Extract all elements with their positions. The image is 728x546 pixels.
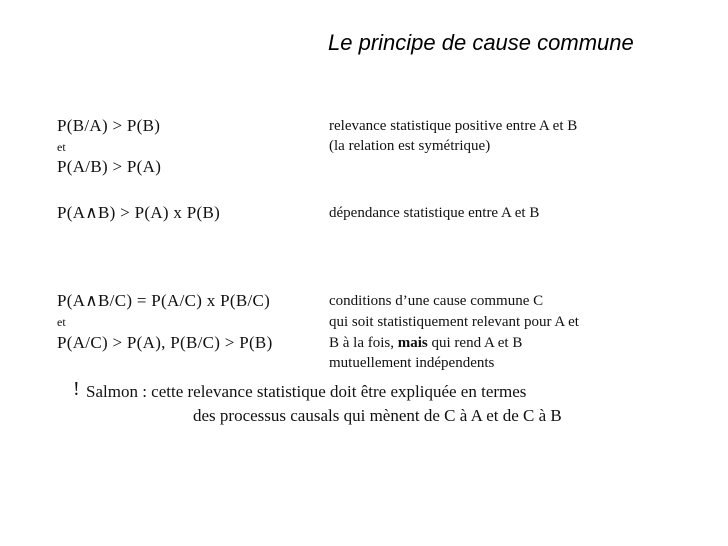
- description-common-cause: conditions d’une cause commune C: [329, 293, 544, 309]
- formula-a-given-b: P(A/B) > P(A): [57, 157, 162, 176]
- description-symmetric: (la relation est symétrique): [329, 138, 491, 154]
- slide-title: Le principe de cause commune: [328, 30, 634, 55]
- description-relevant: qui soit statistiquement relevant pour A et: [329, 314, 579, 330]
- conjunction-et: et: [57, 140, 66, 154]
- conjunction-et-2: et: [57, 315, 66, 329]
- description-both-but: [329, 335, 522, 352]
- exclamation-icon: !: [73, 378, 80, 400]
- description-statistical-dependence: dépendance statistique entre A et B: [329, 205, 540, 221]
- description-independent: mutuellement indépendents: [329, 355, 495, 371]
- formula-conditional-joint: P(A∧B/C) = P(A/C) x P(B/C): [57, 291, 271, 310]
- formula-conditional-relevance: P(A/C) > P(A), P(B/C) > P(B): [57, 333, 273, 352]
- note-line-2: des processus causals qui mènent de C à A et de C à B: [193, 406, 562, 425]
- formula-b-given-a: P(B/A) > P(B): [57, 116, 161, 135]
- text-segment: B à la fois,: [329, 335, 398, 351]
- note-line-1: Salmon : cette relevance statistique doit être expliquée en termes: [86, 382, 527, 401]
- formula-joint-probability: P(A∧B) > P(A) x P(B): [57, 203, 221, 222]
- text-segment: qui rend A et B: [427, 335, 523, 351]
- emphasis-mais: mais: [397, 335, 428, 351]
- description-positive-relevance: relevance statistique positive entre A et B: [329, 118, 578, 134]
